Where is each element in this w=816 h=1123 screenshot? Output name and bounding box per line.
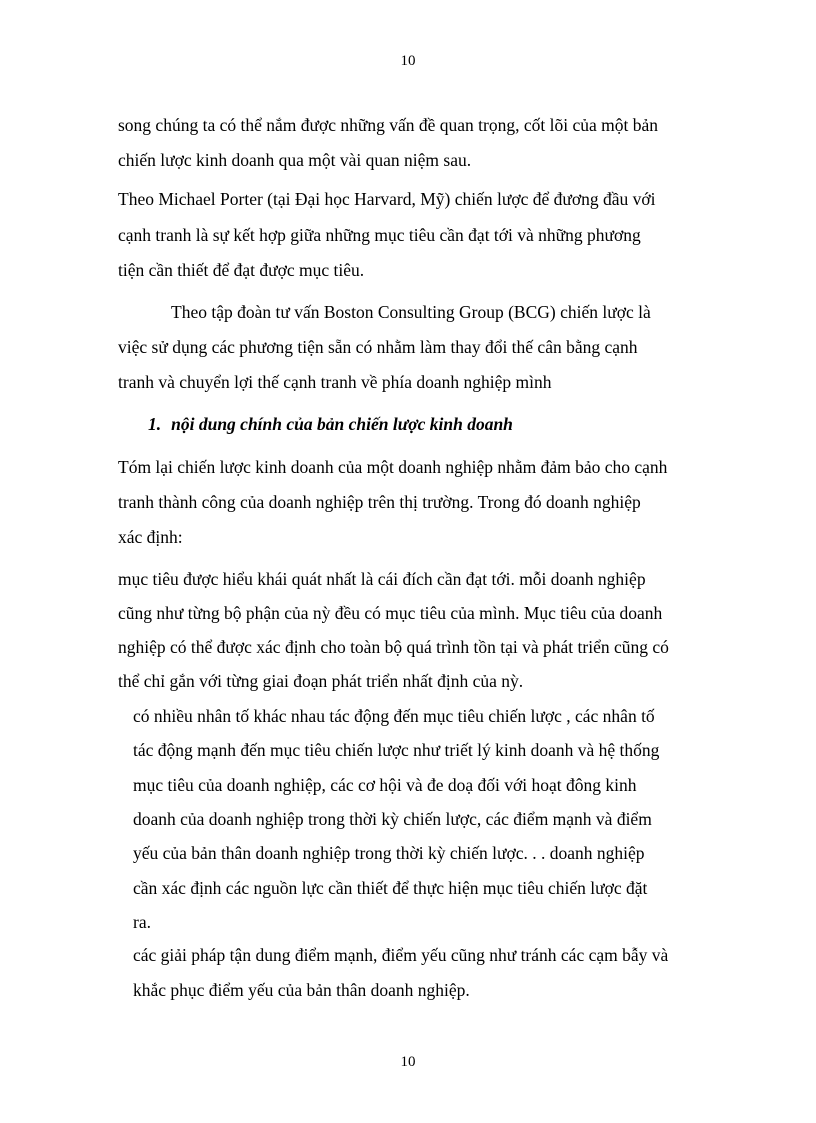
text-line: thể chỉ gắn với từng giai đoạn phát triển nhất định của nỳ. [118, 671, 524, 691]
text-line: Tóm lại chiến lược kinh doanh của một doanh nghiệp nhằm đảm bảo cho cạnh [118, 457, 668, 477]
page-number-top: 10 [400, 53, 416, 69]
text-line: tiện cần thiết để đạt được mục tiêu. [118, 260, 365, 280]
text-line: cũng như từng bộ phận của nỳ đều có mục tiêu của mình. Mục tiêu của doanh [118, 603, 663, 623]
section-title: nội dung chính của bản chiến lược kinh doanh [171, 414, 513, 434]
text-line: tranh và chuyển lợi thế cạnh tranh về phía doanh nghiệp mình [118, 372, 552, 392]
text-line: cần xác định các nguồn lực cần thiết để thực hiện mục tiêu chiến lược đặt [133, 878, 648, 898]
text-line: tác động mạnh đến mục tiêu chiến lược như triết lý kinh doanh và hệ thống [133, 740, 660, 760]
text-line: cạnh tranh là sự kết hợp giữa những mục tiêu cần đạt tới và những phương [118, 225, 641, 245]
text-line: khắc phục điểm yếu của bản thân doanh nghiệp. [133, 980, 470, 1000]
text-line: Theo Michael Porter (tại Đại học Harvard, Mỹ) chiến lược để đương đầu với [118, 189, 656, 209]
section-number: 1. [148, 414, 162, 434]
text-line: việc sử dụng các phương tiện sẵn có nhằm làm thay đổi thế cân bằng cạnh [118, 337, 638, 357]
text-line: có nhiều nhân tố khác nhau tác động đến mục tiêu chiến lược , các nhân tố [133, 706, 655, 726]
text-line: các giải pháp tận dung điểm mạnh, điểm yếu cũng như tránh các cạm bẫy và [133, 945, 669, 965]
text-line: mục tiêu được hiểu khái quát nhất là cái đích cần đạt tới. mỗi doanh nghiệp [118, 569, 646, 589]
text-line: tranh thành công của doanh nghiệp trên thị trường. Trong đó doanh nghiệp [118, 492, 641, 512]
page-number-bottom: 10 [400, 1054, 416, 1070]
text-line: nghiệp có thể được xác định cho toàn bộ quá trình tồn tại và phát triển cũng có [118, 637, 669, 657]
text-line: chiến lược kinh doanh qua một vài quan niệm sau. [118, 150, 472, 170]
text-line: ra. [133, 912, 151, 932]
text-line: yếu của bản thân doanh nghiệp trong thời kỳ chiến lược. . . doanh nghiệp [133, 843, 645, 863]
text-line: xác định: [118, 527, 183, 547]
text-line: mục tiêu của doanh nghiệp, các cơ hội và đe doạ đối với hoạt đông kinh [133, 775, 637, 795]
text-line: Theo tập đoàn tư vấn Boston Consulting Group (BCG) chiến lược là [171, 302, 651, 322]
section-heading [148, 414, 513, 434]
text-line: song chúng ta có thể nắm được những vấn đề quan trọng, cốt lõi của một bản [118, 115, 658, 135]
text-line: doanh của doanh nghiệp trong thời kỳ chiến lược, các điểm mạnh và điểm [133, 809, 652, 829]
